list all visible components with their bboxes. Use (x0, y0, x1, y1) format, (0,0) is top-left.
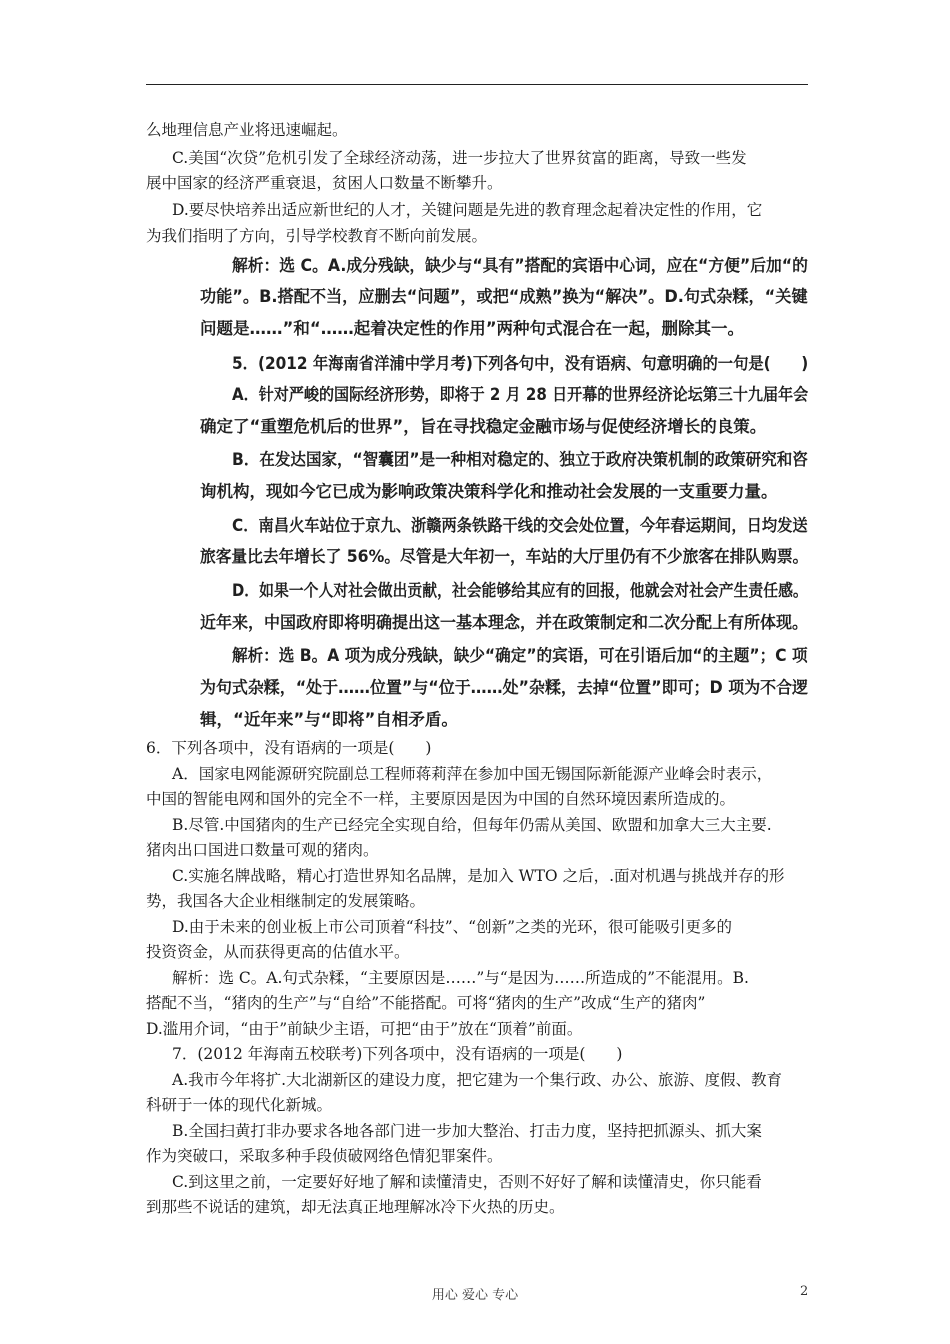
text-line: 为我们指明了方向，引导学校教育不断向前发展。 (146, 227, 488, 245)
option-b: B.全国扫黄打非办要求各地各部门进一步加大整治、打击力度，坚持把抓源头、抓大案 (172, 1122, 762, 1140)
text-line: 展中国家的经济严重衰退，贫困人口数量不断攀升。 (146, 174, 503, 192)
analysis-line: 搭配不当，“猪肉的生产”与“自给”不能搭配。可将“猪肉的生产”改成“生产的猪肉” (146, 994, 706, 1012)
text-line: 到那些不说话的建筑，却无法真正地理解冰冷下火热的历史。 (146, 1198, 565, 1216)
option-d: D．如果一个人对社会做出贡献，社会能够给其应有的回报，他就会对社会产生责任感。 (232, 581, 808, 600)
text-line: 猪肉出口国进口数量可观的猪肉。 (146, 841, 379, 859)
option-c: C．南昌火车站位于京九、浙赣两条铁路干线的交会处位置，今年春运期间，日均发送 (232, 516, 808, 535)
text-line: 询机构，现如今它已成为影响政策决策科学化和推动社会发展的一支重要力量。 (200, 482, 778, 501)
option-b: B．在发达国家，“智囊团”是一种相对稳定的、独立于政府决策机制的政策研究和咨 (232, 450, 808, 469)
option-a: A．针对严峻的国际经济形势，即将于 2 月 28 日开幕的世界经济论坛第三十九届年会 (232, 385, 809, 404)
option-b: B.尽管.中国猪肉的生产已经完全实现自给，但每年仍需从美国、欧盟和加拿大三大主要. (172, 816, 772, 834)
analysis-line: D.滥用介词，“由于”前缺少主语，可把“由于”放在“顶着”前面。 (146, 1020, 583, 1038)
analysis-line: 解析：选 C。A.成分残缺，缺少与“具有”搭配的宾语中心词，应在“方便”后加“的 (232, 256, 808, 275)
header-rule (146, 84, 808, 85)
analysis-line: 为句式杂糅，“处于……位置”与“位于……处”杂糅，去掉“位置”即可；D 项为不合逻 (200, 678, 809, 697)
analysis-line: 问题是……”和“……起着决定性的作用”两种句式混合在一起，删除其一。 (200, 319, 745, 338)
text-line: 确定了“重塑危机后的世界”，旨在寻找稳定金融市场与促使经济增长的良策。 (200, 417, 767, 436)
option-d: D.要尽快培养出适应新世纪的人才，关键问题是先进的教育理念起着决定性的作用，它 (172, 201, 763, 219)
text-line: 旅客量比去年增长了 56%。尽管是大年初一，车站的大厅里仍有不少旅客在排队购票。 (200, 547, 809, 566)
analysis-line: 解析：选 C。A.句式杂糅，“主要原因是……”与“是因为……所造成的”不能混用。B. (172, 969, 749, 987)
option-a: A.我市今年将扩.大北湖新区的建设力度，把它建为一个集行政、办公、旅游、度假、教育 (172, 1071, 783, 1089)
analysis-line: 功能”。B.搭配不当，应删去“问题”，或把“成熟”换为“解决”。D.句式杂糅，“关键 (200, 287, 808, 306)
text-line: 近年来，中国政府即将明确提出这一基本理念，并在政策制定和二次分配上有所体现。 (200, 613, 809, 632)
option-d: D.由于未来的创业板上市公司顶着“科技”、“创新”之类的光环，很可能吸引更多的 (172, 918, 733, 936)
question-6: 6．下列各项中，没有语病的一项是( ) (146, 739, 432, 757)
text-line: 作为突破口，采取多种手段侦破网络色情犯罪案件。 (146, 1147, 503, 1165)
text-line: 中国的智能电网和国外的完全不一样，主要原因是因为中国的自然环境因素所造成的。 (146, 790, 736, 808)
text-line: 投资资金，从而获得更高的估值水平。 (146, 943, 410, 961)
option-a: A．国家电网能源研究院副总工程师蒋莉萍在参加中国无锡国际新能源产业峰会时表示， (172, 765, 773, 783)
page-number: 2 (800, 1284, 809, 1299)
question-5: 5．(2012 年海南省洋浦中学月考)下列各句中，没有语病、句意明确的一句是( ) (232, 354, 809, 373)
text-line: 科研于一体的现代化新城。 (146, 1096, 333, 1114)
text-line: 势，我国各大企业相继制定的发展策略。 (146, 892, 426, 910)
option-c: C.实施名牌战略，精心打造世界知名品牌，是加入 WTO 之后，.面对机遇与挑战并存的形 (172, 867, 785, 885)
option-c: C.美国“次贷”危机引发了全球经济动荡，进一步拉大了世界贫富的距离，导致一些发 (172, 149, 747, 167)
option-c: C.到这里之前，一定要好好地了解和读懂清史，否则不好好了解和读懂清史，你只能看 (172, 1173, 762, 1191)
analysis-line: 解析：选 B。A 项为成分残缺，缺少“确定”的宾语，可在引语后加“的主题”；C 项 (232, 646, 808, 665)
question-7: 7．(2012 年海南五校联考)下列各项中，没有语病的一项是( ) (172, 1045, 623, 1063)
page-footer: 用心 爱心 专心 (431, 1288, 519, 1303)
analysis-line: 辑，“近年来”与“即将”自相矛盾。 (200, 710, 458, 729)
text-line: 么地理信息产业将迅速崛起。 (146, 121, 348, 139)
